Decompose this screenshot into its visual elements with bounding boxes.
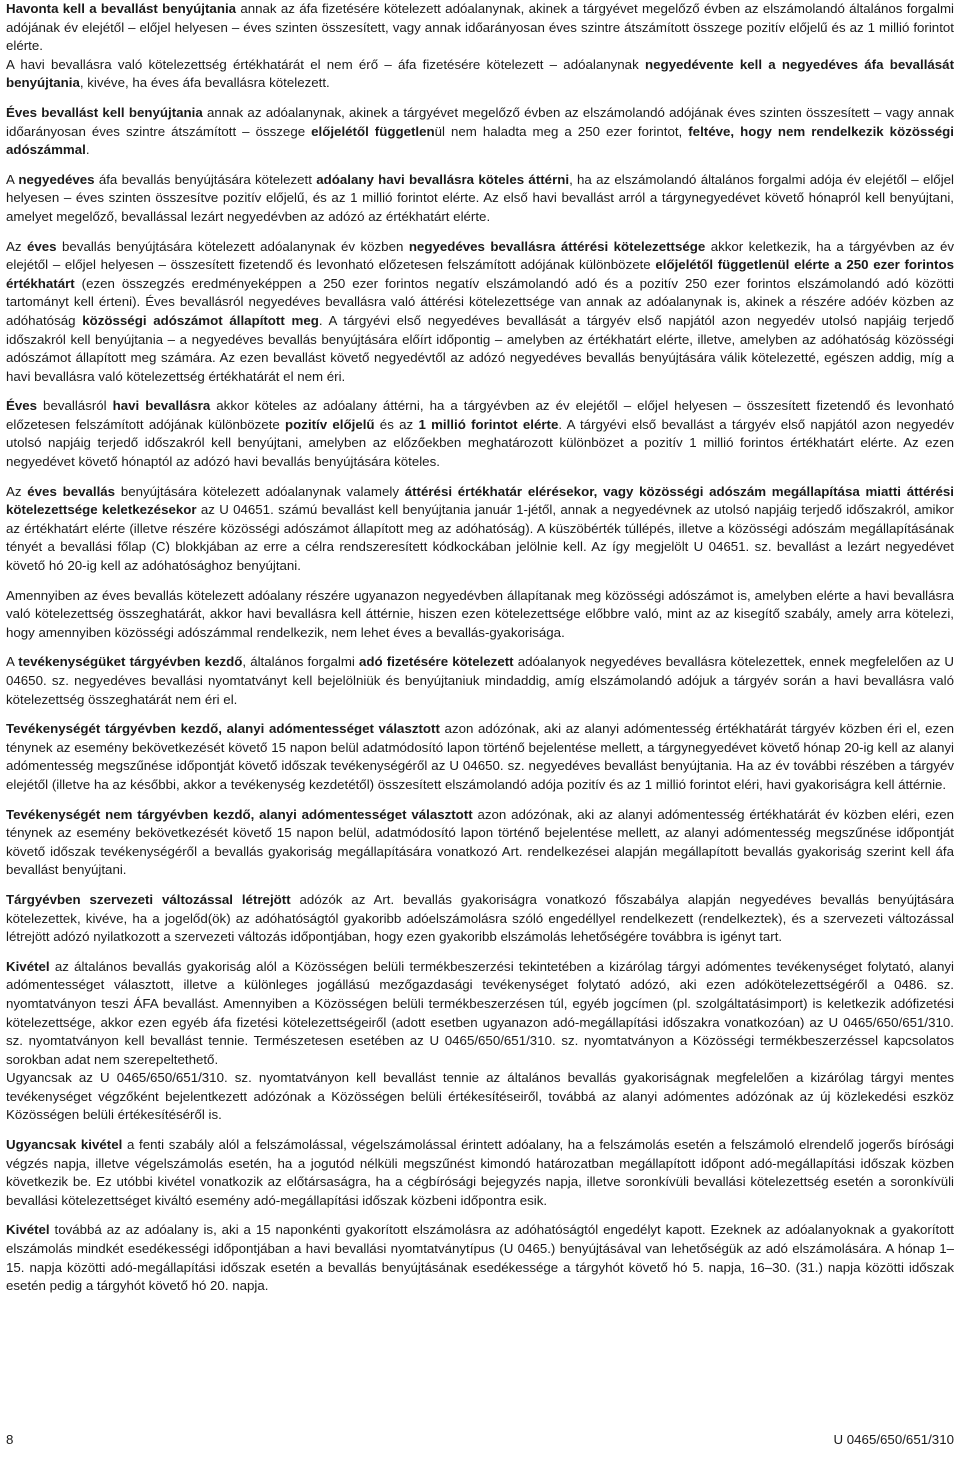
text-run: . A tárgyévi első bevallást a tárgyév első napjától azon negyedév utolsó napjáig terjedő időszakról kell benyújtani, amelyben az előzőekben meghatározott különbözet a pozitív 1 millió forintos értékhatárt elérte. Az ezen negyedévet követő hónaptól az adózó havi bevallás benyújtására köteles.: [6, 416, 955, 470]
paragraph: [6, 958, 954, 1070]
paragraph: [6, 56, 954, 93]
bold-text-run: 1 millió forintot elérte: [418, 416, 559, 432]
text-run: akkor köteles az adóalany áttérni, ha a tárgyévben az év elejétől – előjel helyesen – összesített fizetendő és levonható előzetesen felszámított adójának különbözete: [6, 398, 955, 432]
bold-text-run: Tevékenységét nem tárgyévben kezdő, alanyi adómentességet választott: [6, 806, 473, 822]
paragraph: [6, 806, 954, 880]
bold-text-run: negyedéves bevallásra áttérési kötelezettsége: [408, 238, 706, 254]
bold-text-run: havi bevallásra: [112, 398, 211, 414]
paragraph: [6, 720, 954, 794]
bold-text-run: Kivétel: [6, 1222, 50, 1238]
bold-text-run: negyedévente kell a negyedéves áfa bevallását benyújtania: [6, 56, 955, 91]
text-run: , általános forgalmi: [242, 654, 359, 670]
bold-text-run: Havonta kell a bevallást benyújtania: [6, 1, 237, 16]
text-run: (ezen összegzés eredményeképpen a 250 ezer forintos negatív elszámolandó adó és a pozitív 250 ezer forintos elszámolandó adó közötti tartományt kell érteni). Éves bevallásról negyedéves bevallásra való áttérési kötelezettsége van annak az adóalanynak is, akinek a részére adóév közben az adóhatóság: [6, 275, 954, 328]
document-body: [6, 0, 954, 1296]
text-run: adózók az Art. bevallás gyakoriságra vonatkozó főszabálya alapján negyedéves bevallás benyújtására kötelezettek, kivéve, ha a jogelőd(ök) az adóhatóságtól gyakoribb adóelszámolásra szóló engedéllyel rendelkezett (rendelkeztek), és a szervezeti változással létrejött adózó nyilatkozott a szervezeti változás időpontjában, hogy ezen gyakoribb elszámolás lehetőségére továbbra is igényt tart.: [6, 891, 954, 945]
text-run: bevallás benyújtására kötelezett adóalanynak év közben: [56, 238, 409, 254]
text-run: A havi bevallásra való kötelezettség értékhatárát el nem érő – áfa fizetésére kötelezett – adóalanynak: [6, 56, 645, 72]
paragraph: [6, 653, 954, 709]
paragraph: [6, 1136, 954, 1210]
text-run: Az: [6, 238, 27, 254]
text-run: annak az áfa fizetésére kötelezett adóalanynak, akinek a tárgyévet megelőző évben az elszámolandó általános forgalmi adójának év elejétől – előjel helyesen – éves szinten összesített, vagy annak időarányosan éves szintre átszámított összege pozitív előjelű és az 1 millió forintot elérte.: [6, 1, 954, 54]
text-run: ül nem haladta meg a 250 ezer forintot,: [434, 123, 689, 139]
text-run: , kivéve, ha éves áfa bevallásra kötelezett.: [79, 75, 330, 91]
bold-text-run: éves: [26, 238, 57, 254]
bold-text-run: Éves bevallást kell benyújtania: [6, 104, 203, 120]
text-run: adóalanyok negyedéves bevallásra kötelezettek, ennek megfelelően az U 04650. sz. negyedéves bevallási nyomtatványt kell bejelölniük és benyújtaniuk mindaddig, amíg elszámolandó adójuk a tárgyév során a havi bevallásra való kötelezettség összeghatárát nem éri el.: [6, 654, 954, 707]
text-run: továbbá az az adóalany is, aki a 15 naponkénti gyakorított elszámolásra az adóhatóságtól engedélyt kapott. Ezeknek az adóalanyoknak a gyakorított elszámolás mindkét esedékességi időpontjában a havi bevallási nyomtatványtípus (U 0465.) benyújtásával van lehetőségük az adó elszámolására. A hónap 1–15. napja közötti adó-megállapítási időszak esetén a bevallás benyújtásának esedékessége a tárgyhót követő hó 5. napja, 16–30. (31.) napja közötti időszak esetén pedig a tárgyhót követő hó 20. napja.: [6, 1222, 954, 1294]
page-number: 8: [6, 1432, 14, 1447]
bold-text-run: adóalany havi bevallásra köteles áttérni: [316, 171, 570, 187]
text-run: azon adózónak, aki az alanyi adómentesség értékhatárát év közben eléri, ezen ténynek az esemény bekövetkezését követő 15 napon belül, adatmódosító lapon történő bejelentése mellett, az alanyi adómentesség megszűnése időpontját követő időszak tevékenységéről a bevallás gyakoriság megállapítására vonatkozó Art. rendelkezései alapján megállapított bevallás gyakoriság szerint kell áfa bevallást benyújtani.: [6, 806, 954, 878]
text-run: Az: [6, 483, 28, 499]
text-run: áfa bevallás benyújtására kötelezett: [94, 171, 317, 187]
paragraph: [6, 171, 954, 227]
bold-text-run: Tevékenységét tárgyévben kezdő, alanyi adómentességet választott: [6, 721, 440, 737]
text-run: , ha az elszámolandó általános forgalmi adója év elejétől – előjel helyesen – éves szinten összesítve pozitív előjelű, és az 1 millió forintot elérte. Az első havi bevallást arról a tárgynegyedévet követő hónapról kell benyújtani, amelyet megelőző, bevallással lezárt negyedévben az adózó az értékhatárt elérte.: [6, 171, 954, 224]
bold-text-run: előjelétől független: [311, 123, 435, 139]
text-run: az általános bevallás gyakoriság alól a Közösségen belüli termékbeszerzési tekintetében a kizárólag tárgyi adómentes tevékenységet folytató, alanyi adómentességet választott, illetve a különleges jogállású mezőgazdasági tevékenységet folytató adózó, aki ezen adókötelezettségéről a 0486. sz. nyomtatványon teszi ÁFA bevallást. Amennyiben a Közösségen belüli termékbeszerzésen túl, egyéb jogcímen (pl. szolgáltatásimport) is keletkezik adófizetési kötelezettsége, akkor ezen egyéb áfa fizetési kötelezettségeiről (adott esetben ugyanazon adó-megállapítási időszakra vonatkozóan) az U 0465/650/651/310. sz. nyomtatványon kell bevallást tennie. Természetesen esetében az U 0465/650/651/310. sz. nyomtatványon a Közösségi termékbeszerzéssel kapcsolatos sorokban adat nem szerepeltethető.: [6, 958, 954, 1067]
text-run: az U 04651. számú bevallást kell benyújtania január 1-jétől, annak a negyedévnek az utolsó napjáig terjedő időszakról, amikor az értékhatárt elérte (illetve részére közösségi adószámot állapított meg az adóhatóság). A küszöbérték túllépés, illetve a közösségi adószám megállapításának tényét a bevallási főlap (C) blokkjában az erre a célra rendszeresített kódkockában jelölnie kell. Az így megjelölt U 04651. sz. bevallást a lezárt negyedévet követő hó 20-ig kell az adóhatósághoz benyújtani.: [6, 502, 954, 574]
bold-text-run: éves bevallás: [27, 483, 116, 499]
text-run: . A tárgyévi első negyedéves bevallását a tárgyév első napjától azon negyedév utolsó napjáig terjedő időszakról kell benyújtania – a negyedéves bevallás benyújtására előírt időpontig – amelyben az értékhatárt elérte, illetve, amelyben az adóhatóság közösségi adószámot állapított meg számára. Az ezen bevallást követő negyedévtől az adózó negyedéves bevallás benyújtására válik kötelezetté, egészen addig, míg a havi bevallásra való kötelezettség értékhatárát el nem éri.: [6, 312, 954, 384]
bold-text-run: feltéve, hogy nem rendelkezik közösségi adószámmal: [6, 123, 954, 158]
text-run: azon adózónak, aki az alanyi adómentesség értékhatárát tárgyév közben éri el, ezen ténynek az esemény bekövetkezését követő 15 napon belül adatmódosító lapon történő bejelentése mellett, a tárgynegyedévet követő hónap 20-ig kell az alanyi adómentesség megszűnése időpontját követő időszak tevékenységéről az U 04650. sz. negyedéves bevallást benyújtania. Ha az év további részében a tárgyév elejétől (illetve ha az későbbi, akkor a tevékenység kezdetétől) összesített elszámolandó adója pozitív és az 1 millió forintot eléri, havi gyakoriságra kell áttérnie.: [6, 721, 954, 792]
paragraph: [6, 1069, 954, 1125]
paragraph: [6, 1221, 954, 1295]
text-run: .: [85, 142, 90, 158]
bold-text-run: negyedéves: [18, 171, 95, 187]
paragraph: [6, 238, 954, 387]
text-run: a fenti szabály alól a felszámolással, végelszámolással érintett adóalany, ha a felszámolás esetén a felszámoló elrendelő jogerős bírósági végzés napja, illetve végelszámolás esetén, ha a jogutód nélküli megszűnést kimondó határozatban megállapított időpont adó-megállapítási időszak közben következik be. Ez utóbbi kivétel vonatkozik az előtársaságra, ha a cégbírósági bejegyzés napja, illetve soronkívüli bevallási kötelezettség esetén a soronkívüli bevallási kötelezettséget kiváltó esemény adó-megállapítási időszak közbeni időpontra esik.: [6, 1137, 954, 1208]
text-run: Ugyancsak az U 0465/650/651/310. sz. nyomtatványon kell bevallást tennie az általános bevallás gyakoriságnak megfelelően a kizárólag tárgyi mentes tevékenységet végzőként bejelentkezett adózónak a Közösségen belüli értékesítéseiről, továbbá az alanyi adómentes adózónak az új közlekedési eszköz Közösségen belüli értékesítéséről is.: [6, 1070, 954, 1123]
bold-text-run: Tárgyévben szervezeti változással létrejött: [6, 891, 291, 907]
paragraph: [6, 0, 954, 56]
paragraph: [6, 587, 954, 643]
bold-text-run: adó fizetésére kötelezett: [358, 654, 514, 670]
paragraph: [6, 397, 954, 471]
text-run: akkor keletkezik, ha a tárgyévben az év elejétől – előjel helyesen – összesített fizetendő és levonható előzetesen felszámított adójának különbözete: [6, 238, 954, 273]
text-run: bevallásról: [37, 398, 113, 414]
bold-text-run: tevékenységüket tárgyévben kezdő: [18, 654, 243, 670]
bold-text-run: Éves: [6, 398, 38, 414]
paragraph: [6, 104, 954, 160]
page-footer: [6, 1432, 954, 1447]
paragraph: [6, 891, 954, 947]
text-run: Amennyiben az éves bevallás kötelezett adóalany részére ugyanazon negyedévben állapítanak meg közösségi adószámot is, amelyben elérte a havi bevallásra való kötelezettség összeghatárát, akkor havi bevallásra kell áttérnie, hiszen ezen kötelezettsége előbbre való, mint az az kisegítő szabály, amely arra kötelezi, hogy amennyiben közösségi adószámmal rendelkezik, nem lehet éves a bevallás-gyakorisága.: [6, 587, 954, 640]
text-run: benyújtására kötelezett adóalanynak valamely: [115, 483, 405, 499]
paragraph: [6, 483, 954, 576]
text-run: A: [6, 654, 19, 670]
bold-text-run: előjelétől függetlenül elérte a 250 ezer forintos értékhatárt: [6, 257, 954, 291]
bold-text-run: áttérési értékhatár elérésekor, vagy közösségi adószám megállapítása miatti áttérési kötelezettsége keletkezésekor: [6, 483, 954, 518]
bold-text-run: Ugyancsak kivétel: [6, 1137, 123, 1153]
bold-text-run: pozitív előjelű: [285, 416, 375, 432]
bold-text-run: közösségi adószámot állapított meg: [82, 312, 319, 328]
text-run: A: [6, 171, 19, 187]
text-run: és az: [374, 416, 419, 432]
text-run: annak az adóalanynak, akinek a tárgyévet megelőző évben az elszámolandó adójának éves szinten összesített – vagy annak időarányosan éves szintre átszámított – összege: [6, 104, 954, 139]
form-code: U 0465/650/651/310: [833, 1432, 954, 1447]
bold-text-run: Kivétel: [6, 958, 50, 974]
